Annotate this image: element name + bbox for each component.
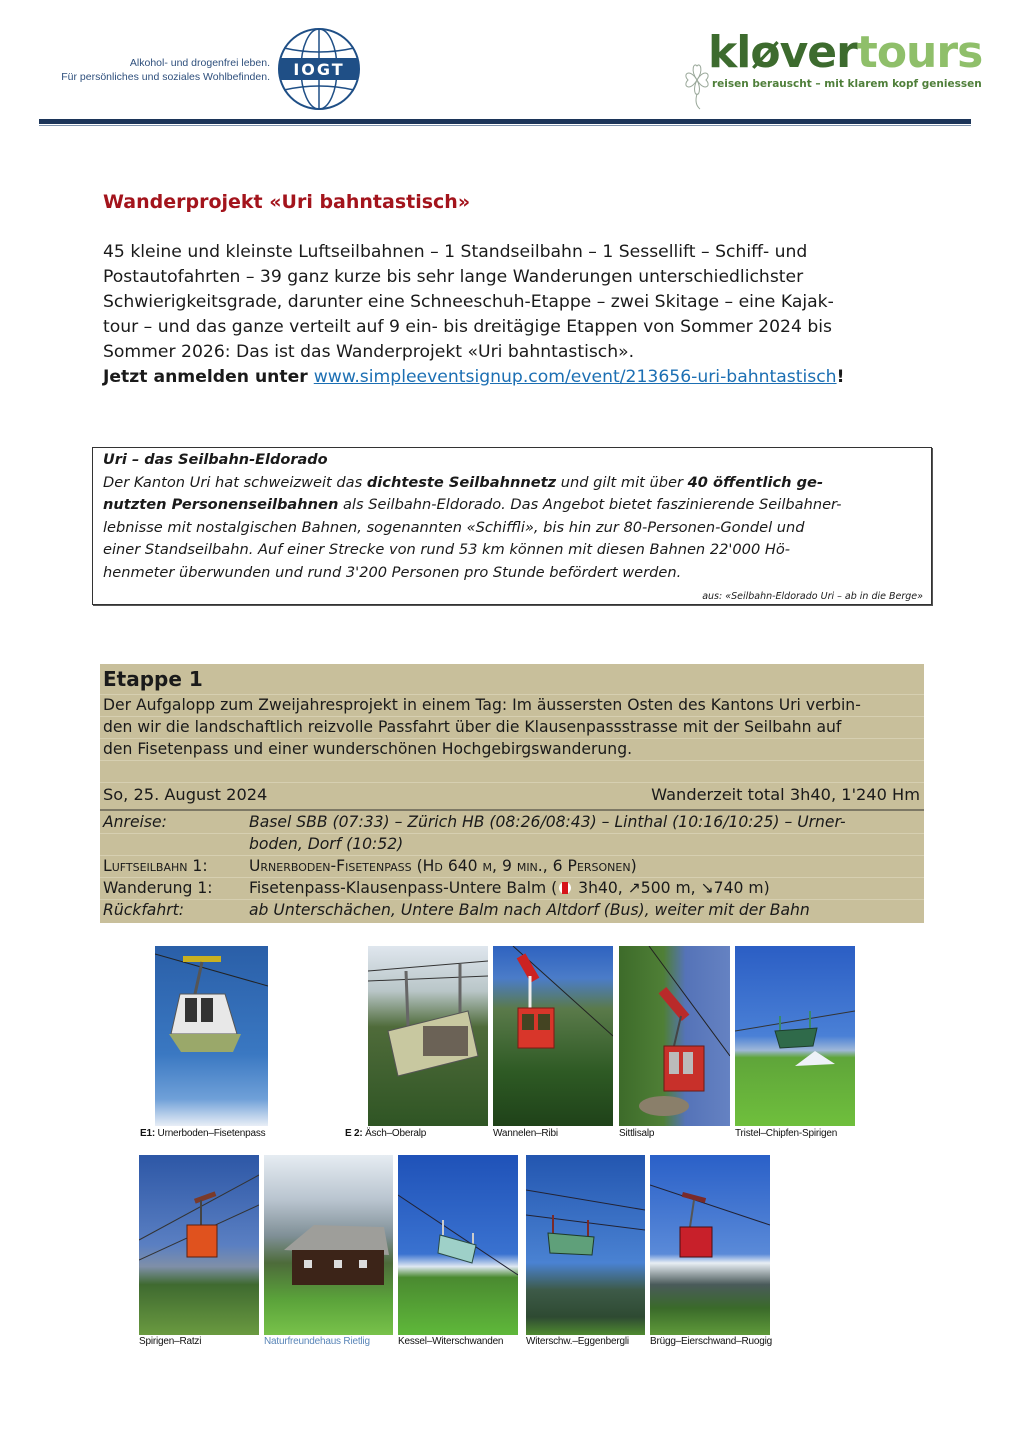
caption-text: Naturfreundehaus Rietlig	[264, 1336, 370, 1347]
photo-bruegg-eierschwand-ruogig	[650, 1155, 770, 1335]
etappe-description-line: den wir die landschaftlich reizvolle Passfahrt über die Klausenpassstrasse mit der Seilbahn auf	[103, 718, 842, 736]
iogt-tagline-line1: Alkohol- und drogenfrei leben.	[129, 57, 270, 69]
quote-line: henmeter überwunden und rund 3'200 Personen pro Stunde befördert werden.	[103, 563, 682, 581]
gondola-icon	[735, 946, 855, 1126]
quote-line: lebnisse mit nostalgischen Bahnen, sogenannten «Schiffli», bis hin zur 80-Personen-Gondel und	[103, 518, 805, 536]
etappe-description	[103, 694, 861, 760]
header-rule	[39, 119, 971, 124]
wanderung-route: Fisetenpass-Klausenpass-Untere Balm (	[249, 879, 558, 897]
page-title: Wanderprojekt «Uri bahntastisch»	[103, 191, 471, 213]
anreise-value: Basel SBB (07:33) – Zürich HB (08:26/08:43) – Linthal (10:16/10:25) – Urner-	[249, 813, 846, 831]
photo-sittlisalp	[619, 946, 730, 1126]
photo-caption	[139, 1336, 201, 1347]
caption-text: Kessel–Witerschwanden	[398, 1336, 504, 1347]
photo-spirigen-ratzi	[139, 1155, 259, 1335]
caption-text: Äsch–Oberalp	[362, 1128, 427, 1139]
gondola-icon	[619, 946, 730, 1126]
wanderung-stats: 3h40, ↗500 m, ↘740 m)	[573, 879, 770, 897]
gondola-icon	[155, 946, 268, 1126]
caption-text: Wannelen–Ribi	[493, 1128, 558, 1139]
iogt-tagline	[61, 56, 270, 84]
luftseilbahn-label: Luftseilbahn 1:	[103, 857, 208, 875]
caption-text: Sittlisalp	[619, 1128, 655, 1139]
signup-suffix: !	[836, 367, 845, 387]
quote-text: Der Kanton Uri hat schweizweit das	[103, 474, 367, 491]
photo-caption	[526, 1336, 629, 1347]
etappe-date: So, 25. August 2024	[103, 785, 268, 804]
iogt-globe-icon	[276, 26, 362, 112]
trail-marker-icon	[559, 882, 571, 894]
etappe-1-box	[100, 664, 924, 923]
row-divider	[100, 782, 924, 783]
intro-line: Schwierigkeitsgrade, darunter eine Schneeschuh-Etappe – zwei Skitage – eine Kajak-	[103, 292, 834, 312]
header-rule-thin	[39, 125, 971, 126]
quote-text: als Seilbahn-Eldorado. Das Angebot bietet faszinierende Seilbahner-	[338, 496, 842, 514]
luftseilbahn-value: Urnerboden-Fisetenpass (Hd 640 m, 9 min., 6 Personen)	[249, 857, 637, 875]
iogt-logo	[40, 26, 370, 114]
caption-etappe-label: E 2:	[345, 1128, 363, 1139]
intro-line: Sommer 2026: Das ist das Wanderprojekt «Uri bahntastisch».	[103, 342, 635, 362]
klovertours-tagline: reisen berauscht – mit klarem kopf geniessen	[712, 78, 982, 90]
wanderung-label: Wanderung 1:	[103, 879, 213, 897]
klover-word-dark: kløver	[708, 27, 857, 78]
quote-text: und gilt mit über	[556, 474, 688, 491]
intro-line: Postautofahrten – 39 ganz kurze bis sehr lange Wanderungen unterschiedlichster	[103, 267, 804, 287]
signup-line	[103, 365, 933, 390]
caption-etappe-label: E1:	[140, 1128, 155, 1139]
photo-caption	[140, 1128, 265, 1139]
rueckfahrt-value: ab Unterschächen, Untere Balm nach Altdorf (Bus), weiter mit der Bahn	[249, 901, 810, 919]
row-divider	[100, 833, 924, 834]
photo-caption	[493, 1128, 558, 1139]
anreise-value-continued: boden, Dorf (10:52)	[249, 835, 404, 853]
gondola-icon	[368, 946, 488, 1126]
gondola-icon	[493, 946, 613, 1126]
klover-word-light: tours	[856, 27, 983, 78]
photo-urnerboden-fisetenpass	[155, 946, 268, 1126]
etappe-title: Etappe 1	[103, 667, 203, 691]
wanderung-value	[249, 877, 770, 899]
photo-caption	[398, 1336, 503, 1347]
gondola-icon	[526, 1155, 645, 1335]
photo-wannelen-ribi	[493, 946, 613, 1126]
photo-witerschw-eggenbergli	[526, 1155, 645, 1335]
caption-text: Brügg–Eierschwand–Ruogig	[650, 1336, 772, 1347]
photo-naturfreundehaus-rietlig	[264, 1155, 393, 1335]
intro-paragraph	[103, 240, 933, 390]
quote-box-title: Uri – das Seilbahn-Eldorado	[103, 452, 328, 468]
iogt-logo-text: IOGT	[293, 60, 345, 79]
house-icon	[264, 1155, 393, 1335]
seilbahn-eldorado-box	[92, 447, 932, 605]
photo-caption	[735, 1128, 837, 1139]
photo-aesch-oberalp	[368, 946, 488, 1126]
caption-text: Spirigen–Ratzi	[139, 1336, 202, 1347]
anreise-label: Anreise:	[103, 813, 167, 831]
gondola-icon	[139, 1155, 259, 1335]
klovertours-logo	[680, 26, 983, 114]
quote-source: aus: «Seilbahn-Eldorado Uri – ab in die Berge»	[702, 591, 923, 602]
caption-text: Tristel–Chipfen-Spirigen	[735, 1128, 838, 1139]
etappe-description-line: Der Aufgalopp zum Zweijahresprojekt in einem Tag: Im äussersten Osten des Kantons Uri verbin-	[103, 696, 861, 714]
signup-prefix: Jetzt anmelden unter	[103, 367, 314, 387]
caption-text: Urnerboden–Fisetenpass	[154, 1128, 266, 1139]
etappe-total: Wanderzeit total 3h40, 1'240 Hm	[651, 785, 920, 804]
photo-caption	[345, 1128, 426, 1139]
etappe-description-line: den Fisetenpass und einer wunderschönen Hochgebirgswanderung.	[103, 740, 633, 758]
quote-line: einer Standseilbahn. Auf einer Strecke von rund 53 km können mit diesen Bahnen 22'000 Hö-	[103, 541, 791, 559]
photo-caption	[650, 1336, 772, 1347]
caption-text: Witerschw.–Eggenbergli	[526, 1336, 629, 1347]
quote-box-body	[103, 472, 842, 584]
photo-caption	[619, 1128, 654, 1139]
quote-emphasis: 40 öffentlich ge-	[687, 474, 824, 491]
gondola-icon	[398, 1155, 518, 1335]
iogt-tagline-line2: Für persönliches und soziales Wohlbefinden.	[61, 71, 270, 83]
intro-line: 45 kleine und kleinste Luftseilbahnen – 1 Standseilbahn – 1 Sessellift – Schiff- und	[103, 242, 808, 262]
intro-line: tour – und das ganze verteilt auf 9 ein- bis dreitägige Etappen von Sommer 2024 bis	[103, 317, 833, 337]
quote-line	[103, 472, 842, 494]
photo-kessel-witerschwanden	[398, 1155, 518, 1335]
signup-link[interactable]: www.simpleeventsignup.com/event/213656-uri-bahntastisch	[313, 367, 837, 387]
quote-emphasis: nutzten Personenseilbahnen	[103, 496, 339, 514]
klovertours-wordmark	[708, 26, 982, 80]
photo-tristel-chipfen-spirigen	[735, 946, 855, 1126]
gondola-icon	[650, 1155, 770, 1335]
row-divider	[100, 760, 924, 761]
photo-caption-link[interactable]	[264, 1336, 370, 1347]
quote-line	[103, 494, 842, 516]
rueckfahrt-label: Rückfahrt:	[103, 901, 185, 919]
quote-emphasis: dichteste Seilbahnnetz	[366, 474, 557, 491]
